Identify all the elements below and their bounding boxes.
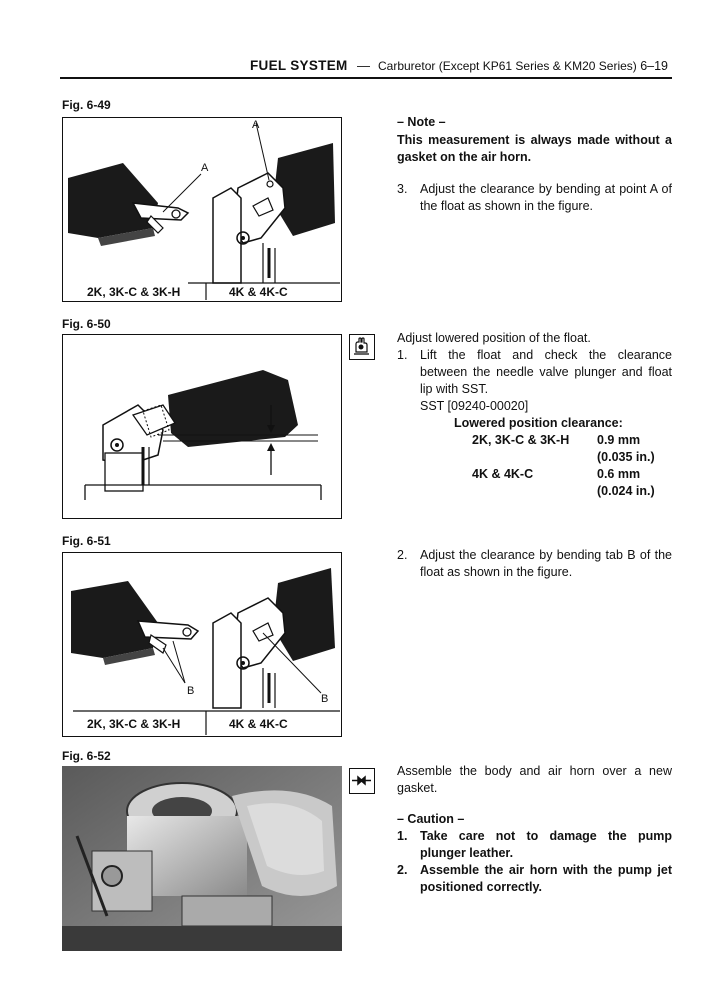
- page-header: [60, 58, 672, 78]
- header-rule: [60, 77, 672, 79]
- step-2-number: 2.: [397, 548, 408, 562]
- float-adjust-point-a-illustration: [63, 118, 340, 300]
- fig-6-51-label: Fig. 6-51: [62, 534, 111, 548]
- fig-6-52-label: Fig. 6-52: [62, 749, 111, 763]
- step-1-number: 1.: [397, 348, 408, 362]
- fig-6-49: [62, 117, 342, 302]
- caption-2k-models-b: 2K, 3K-C & 3K-H: [87, 717, 181, 731]
- step-2-text: Adjust the clearance by bending tab B of the float as shown in the figure.: [420, 548, 672, 579]
- header-dash: —: [357, 58, 370, 73]
- step-3-text: Adjust the clearance by bending at point A of the float as shown in the figure.: [420, 182, 672, 213]
- callout-a-left: A: [201, 162, 209, 174]
- fig-6-52-photo: [62, 766, 342, 951]
- caption-4k-models-b: 4K & 4K-C: [229, 717, 288, 731]
- step-3-number: 3.: [397, 182, 408, 196]
- spec-row-1-model: 2K, 3K-C & 3K-H: [472, 433, 570, 447]
- float-lowered-position-illustration: [63, 335, 340, 517]
- spec-row-1-mm: 0.9 mm: [597, 433, 641, 447]
- page-number: 6–19: [640, 59, 668, 73]
- callout-b-right: B: [321, 693, 329, 705]
- fig-6-49-label: Fig. 6-49: [62, 98, 111, 112]
- step-1-text: Lift the float and check the clearance between the needle valve plunger and float lip with SST.: [420, 348, 672, 396]
- caution-2-text: Assemble the air horn with the pump jet positioned correctly.: [420, 863, 672, 894]
- callout-a-right: A: [252, 119, 260, 131]
- assemble-text: Assemble the body and air horn over a new gasket.: [397, 764, 672, 795]
- callout-b-left: B: [187, 685, 195, 697]
- float-adjust-tab-b-illustration: [63, 553, 340, 735]
- fig-6-50-label: Fig. 6-50: [62, 317, 111, 331]
- sst-number: SST [09240-00020]: [420, 399, 529, 413]
- lowered-intro: Adjust lowered position of the float.: [397, 331, 591, 345]
- spec-title: Lowered position clearance:: [454, 416, 623, 430]
- spec-row-2-mm: 0.6 mm: [597, 467, 641, 481]
- caption-4k-models: 4K & 4K-C: [229, 285, 288, 299]
- note-body: This measurement is always made without a gasket on the air horn.: [397, 133, 672, 164]
- carburetor-assembly-photo: [62, 766, 342, 951]
- assemble-arrows-icon: [349, 768, 375, 794]
- caution-1-number: 1.: [397, 829, 408, 843]
- adjust-hand-icon: [349, 334, 375, 360]
- spec-row-1-inch: (0.035 in.): [597, 450, 655, 464]
- fig-6-50: [62, 334, 342, 519]
- note-title: – Note –: [397, 115, 446, 129]
- fig-6-51: [62, 552, 342, 737]
- caution-2-number: 2.: [397, 863, 408, 877]
- caution-title: – Caution –: [397, 812, 465, 826]
- caution-1-text: Take care not to damage the pump plunger leather.: [420, 829, 672, 860]
- caption-2k-models: 2K, 3K-C & 3K-H: [87, 285, 181, 299]
- header-subtitle: Carburetor (Except KP61 Series & KM20 Series): [378, 59, 637, 73]
- spec-row-2-model: 4K & 4K-C: [472, 467, 534, 481]
- spec-row-2-inch: (0.024 in.): [597, 484, 655, 498]
- header-section-title: FUEL SYSTEM: [250, 58, 348, 73]
